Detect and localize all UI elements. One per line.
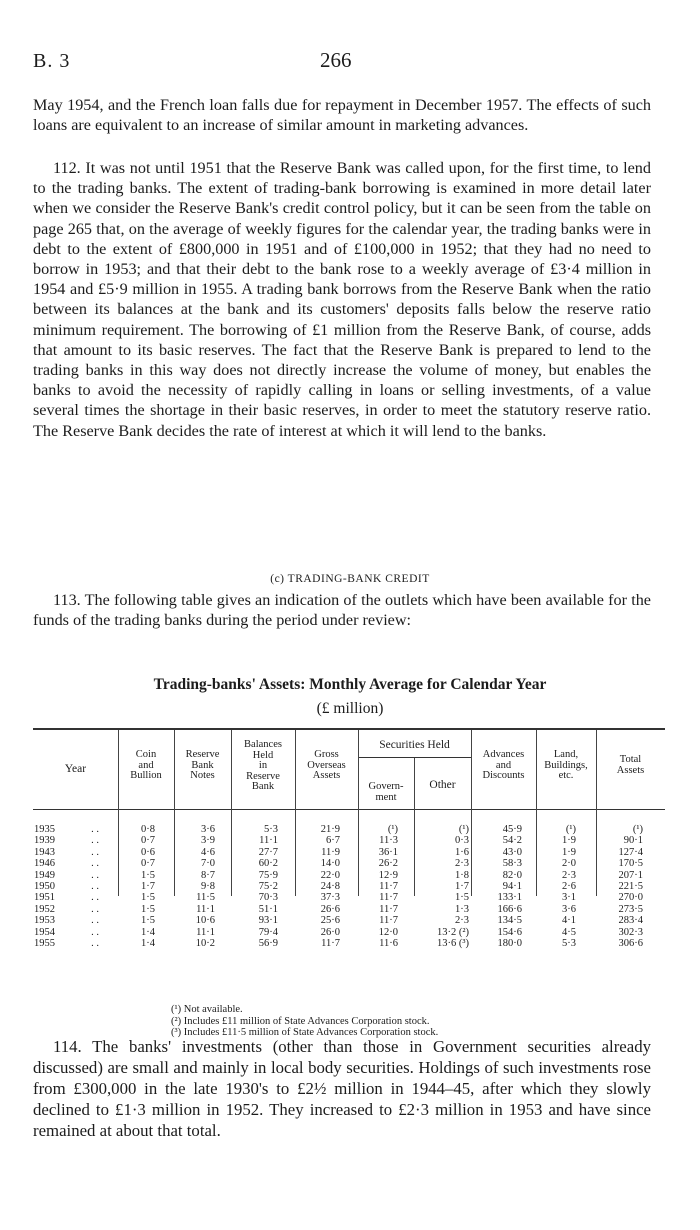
table-cell: 2·3: [455, 915, 469, 927]
table-cell: 1·5: [141, 892, 155, 904]
table-cell: 1·7: [455, 880, 469, 892]
table-cell: 1·5: [141, 915, 155, 927]
table-cell: 0·7: [141, 835, 155, 847]
table-cell: 54·2: [502, 835, 522, 847]
col-coin: [118, 824, 155, 949]
table-cell: 75·9: [258, 869, 278, 881]
table-cell: 3·9: [201, 835, 215, 847]
table-cell: 2·0: [562, 858, 576, 870]
table-cell: 1·7: [141, 880, 155, 892]
header-year: Year: [64, 763, 87, 775]
table-cell: 0·6: [141, 846, 155, 858]
table-cell: 9·8: [201, 880, 215, 892]
table-cell: 1946: [34, 858, 55, 870]
table-cell: 10·2: [195, 937, 215, 949]
header-government: Govern- ment: [368, 781, 404, 803]
table-cell: 1·6: [455, 846, 469, 858]
header-securities: Securities Held: [379, 739, 450, 751]
table-cell: 36·1: [378, 846, 398, 858]
table-cell: 3·6: [201, 824, 215, 835]
paragraph-text: 112. It was not until 1951 that the Reserve Bank was called upon, for the first time, to lend to the trading banks. The extent of trading-bank borrowing is examined in more detail later when we consider the Reserve Bank's credit control policy, but it can be seen from the table on page 265 that, on the average of weekly figures for the calendar year, the trading banks were in debt to the extent of £800,000 in 1951 and of £100,000 in 1952; that they had no need to borrow in 1953; and that their debt to the bank rose to a weekly average of £3·4 million in 1954 and £5·9 million in 1955. A trading bank borrows from the Reserve Bank when the ratio between its balances at the bank and its customers' deposits falls below the reserve ratio minimum requirement. The borrowing of £1 million from the Reserve Bank, of course, adds that amount to its basic reserves. The fact that the Reserve Bank is prepared to lend to the trading banks in this way does not directly increase the volume of money, but enables the banks to avoid the necessity of rapidly calling in loans or selling investments, of a value several times the shortage in their basic reserves, in order to meet the statutory reserve ratio. The Reserve Bank decides the rate of interest at which it will lend to the banks.: [33, 159, 651, 440]
table-cell: 1·9: [562, 846, 576, 858]
header-coin: Coin and Bullion: [130, 749, 162, 781]
table-cell: 11·7: [379, 903, 398, 915]
col-balances: [231, 824, 278, 949]
table-cell: 1·5: [141, 903, 155, 915]
table-cell: 1950: [34, 880, 55, 892]
col-dots: [85, 824, 105, 949]
table-cell: 207·1: [618, 869, 643, 881]
table-cell: 221·5: [618, 880, 643, 892]
table-footnotes: [171, 1004, 438, 1039]
paragraph-text: 113. The following table gives an indication of the outlets which have been available for the funds of the trading banks during the period under review:: [33, 591, 651, 630]
table-cell: 1·4: [141, 926, 155, 938]
table-cell: 12·9: [378, 869, 398, 881]
table-cell: 4·1: [562, 915, 576, 927]
table-cell: 11·9: [321, 846, 340, 858]
paragraph-112: [33, 158, 651, 441]
table-cell: . .: [91, 835, 99, 847]
table-cell: . .: [91, 937, 99, 949]
paragraph-114: [33, 1036, 651, 1141]
table-cell: . .: [91, 824, 99, 835]
table-cell: . .: [91, 869, 99, 881]
page-number: 266: [320, 48, 352, 72]
table-cell: 8·7: [201, 869, 215, 881]
table-cell: 1951: [34, 892, 55, 904]
table-cell: 13·2 (²): [436, 926, 469, 938]
table-cell: . .: [91, 846, 99, 858]
table-cell: 12·0: [378, 926, 398, 938]
table-cell: 75·2: [258, 880, 278, 892]
table-cell: 302·3: [618, 926, 643, 938]
paragraph-text: May 1954, and the French loan falls due for repayment in December 1957. The effects of such loans are equivalent to an increase of similar amount in marketing advances.: [33, 96, 651, 135]
table-cell: 11·6: [379, 937, 398, 949]
table-cell: . .: [91, 903, 99, 915]
table-cell: 5·3: [264, 824, 278, 835]
table-cell: 10·6: [195, 915, 215, 927]
table-cell: 283·4: [618, 915, 643, 927]
table-cell: 13·6 (³): [436, 937, 469, 949]
table-cell: 26·0: [320, 926, 340, 938]
table-cell: 11·1: [259, 835, 278, 847]
col-gross-overseas: [295, 824, 340, 949]
col-year: [34, 824, 74, 949]
header-total: Total Assets: [616, 754, 645, 776]
section-title: (c) TRADING-BANK CREDIT: [270, 573, 430, 585]
table-cell: 24·8: [320, 880, 340, 892]
table-cell: 4·6: [201, 846, 215, 858]
table-cell: 0·8: [141, 824, 155, 835]
table-cell: 1·5: [141, 869, 155, 881]
table-cell: 37·3: [320, 892, 340, 904]
table-cell: 170·5: [618, 858, 643, 870]
table-cell: 1·3: [455, 903, 469, 915]
table-cell: 27·7: [258, 846, 278, 858]
table-cell: 11·7: [379, 892, 398, 904]
table-cell: . .: [91, 858, 99, 870]
table-cell: 25·6: [320, 915, 340, 927]
header-gross-overseas: Gross Overseas Assets: [307, 749, 346, 781]
table-cell: . .: [91, 915, 99, 927]
table-cell: 2·6: [562, 880, 576, 892]
table-cell: 70·3: [258, 892, 278, 904]
table-cell: 1943: [34, 846, 55, 858]
table-cell: 56·9: [258, 937, 278, 949]
header-advances: Advances and Discounts: [482, 749, 525, 781]
table-cell: 7·0: [201, 858, 215, 870]
table-cell: 94·1: [502, 880, 522, 892]
col-other: [414, 824, 469, 949]
footnote: (¹) Not available.: [171, 1004, 243, 1015]
table-cell: 2·3: [562, 869, 576, 881]
footnote: (³) Includes £11·5 million of State Advances Corporation stock.: [171, 1027, 439, 1038]
table-cell: 26·6: [320, 903, 340, 915]
table-cell: 180·0: [497, 937, 522, 949]
paragraph-text: 114. The banks' investments (other than those in Government securities already discussed) are small and mainly in local body securities. Holdings of such investments rose from £300,000 in the late 1930's to £2½ million in 1944–45, after which they slowly declined to £1·3 million in 1952. They increased to £2·3 million in 1953 and have since remained at about that total.: [33, 1037, 651, 1140]
table-cell: 3·1: [562, 892, 576, 904]
table-cell: 134·5: [497, 915, 522, 927]
table-cell: 1935: [34, 824, 55, 835]
paragraph-113: [33, 590, 651, 630]
table-cell: 0·7: [141, 858, 155, 870]
table-cell: 1953: [34, 915, 55, 927]
table-cell: 43·0: [502, 846, 522, 858]
table-cell: 270·0: [618, 892, 643, 904]
header-bottom-rule: [33, 809, 665, 810]
assets-table: [33, 728, 665, 949]
table-unit: (£ million): [316, 700, 384, 717]
table-cell: 79·4: [258, 926, 278, 938]
table-cell: 1949: [34, 869, 55, 881]
table-cell: 11·1: [196, 903, 215, 915]
section-code: B. 3: [33, 50, 71, 72]
table-cell: 51·1: [258, 903, 278, 915]
header-other: Other: [429, 779, 456, 791]
col-total: [596, 824, 643, 949]
table-cell: 11·1: [196, 926, 215, 938]
header-balances: Balances Held in Reserve Bank: [244, 739, 282, 792]
table-cell: 273·5: [618, 903, 643, 915]
table-cell: 1954: [34, 926, 55, 938]
table-top-rule-double: [33, 729, 665, 730]
table-cell: 166·6: [497, 903, 522, 915]
table-cell: 1·5: [455, 892, 469, 904]
table-cell: 127·4: [618, 846, 643, 858]
table-cell: (¹): [565, 824, 576, 835]
col-reserve-notes: [174, 824, 215, 949]
table-cell: 4·5: [562, 926, 576, 938]
table-cell: 133·1: [497, 892, 522, 904]
paragraph-continued: [33, 95, 651, 135]
table-cell: (¹): [387, 824, 398, 835]
table-cell: 90·1: [623, 835, 643, 847]
table-cell: 14·0: [320, 858, 340, 870]
table-cell: 60·2: [258, 858, 278, 870]
table-cell: 1·8: [455, 869, 469, 881]
table-cell: . .: [91, 892, 99, 904]
table-cell: . .: [91, 926, 99, 938]
table-title: Trading-banks' Assets: Monthly Average for Calendar Year: [153, 676, 547, 693]
table-cell: 2·3: [455, 858, 469, 870]
table-cell: 11·7: [321, 937, 340, 949]
table-cell: 58·3: [502, 858, 522, 870]
table-cell: (¹): [632, 824, 643, 835]
table-cell: 1·4: [141, 937, 155, 949]
table-cell: 26·2: [378, 858, 398, 870]
table-cell: 154·6: [497, 926, 522, 938]
table-cell: 11·5: [196, 892, 215, 904]
table-cell: 5·3: [562, 937, 576, 949]
table-cell: 22·0: [320, 869, 340, 881]
table-cell: 0·3: [455, 835, 469, 847]
table-cell: 306·6: [618, 937, 643, 949]
col-land: [536, 824, 576, 949]
table-cell: 1939: [34, 835, 55, 847]
table-cell: . .: [91, 880, 99, 892]
table-cell: 1952: [34, 903, 55, 915]
table-cell: 6·7: [326, 835, 340, 847]
table-cell: 82·0: [502, 869, 522, 881]
table-cell: 93·1: [258, 915, 278, 927]
table-cell: 11·7: [379, 880, 398, 892]
table-cell: 11·3: [379, 835, 398, 847]
table-cell: 1955: [34, 937, 55, 949]
table-cell: 11·7: [379, 915, 398, 927]
table-cell: 1·9: [562, 835, 576, 847]
header-reserve-notes: Reserve Bank Notes: [185, 749, 220, 781]
header-land: Land, Buildings, etc.: [544, 749, 588, 781]
table-cell: 3·6: [562, 903, 576, 915]
table-cell: 45·9: [502, 824, 522, 835]
footnote: (²) Includes £11 million of State Advances Corporation stock.: [171, 1015, 430, 1027]
col-advances: [471, 824, 522, 949]
table-cell: (¹): [458, 824, 469, 835]
table-cell: 21·9: [320, 824, 340, 835]
col-government: [358, 824, 398, 949]
